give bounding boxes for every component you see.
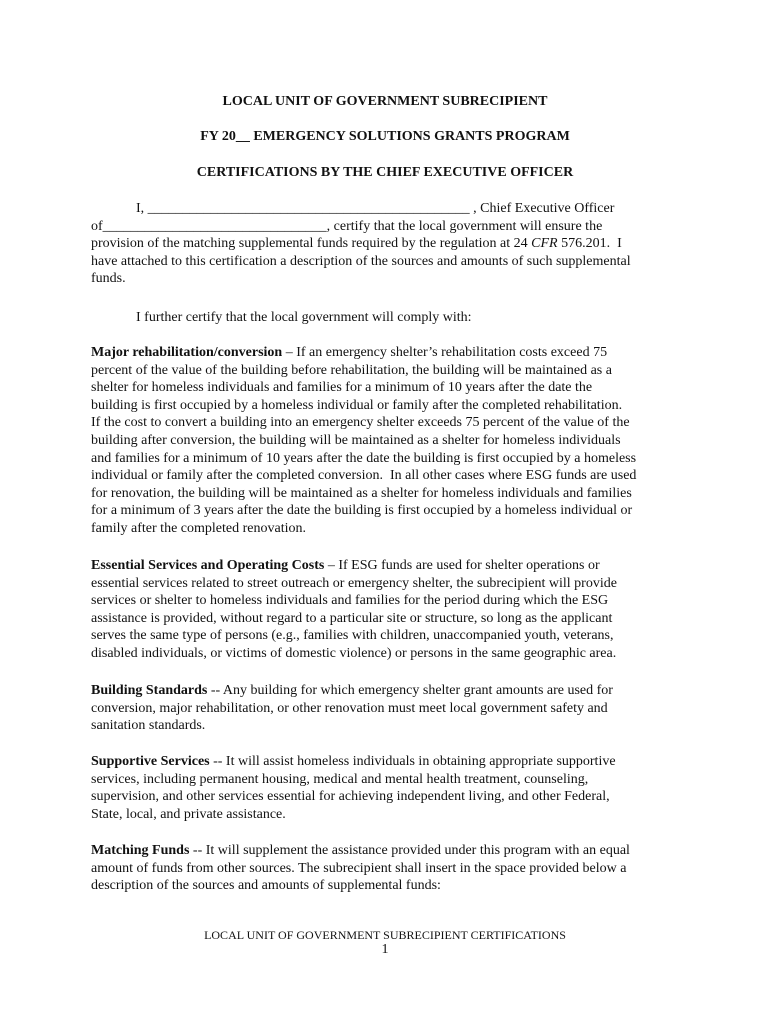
section-text: -- Any building for which emergency shelter grant amounts are used for <box>207 683 613 698</box>
section-line: shelter for homeless individuals and families for a minimum of 10 years after the date the <box>91 380 593 396</box>
title-program: FY 20__ EMERGENCY SOLUTIONS GRANTS PROGRAM <box>200 129 570 144</box>
section-line: services or shelter to homeless individuals and families for the period during which the ESG <box>91 593 609 609</box>
section-line <box>91 682 691 700</box>
intro-line: funds. <box>91 271 126 287</box>
matching-funds-section <box>91 842 691 895</box>
section-line: amount of funds from other sources. The subrecipient shall insert in the space provided below a <box>91 860 627 876</box>
section-text: – If ESG funds are used for shelter operations or <box>324 558 600 573</box>
section-line: disabled individuals, or victims of domestic violence) or persons in the same geographic area. <box>91 645 617 661</box>
title-certifications: CERTIFICATIONS BY THE CHIEF EXECUTIVE OFFICER <box>196 165 574 180</box>
cfr-italic: CFR <box>531 236 558 252</box>
section-line: percent of the value of the building before rehabilitation, the building will be maintained as a <box>91 362 612 378</box>
further-line: I further certify that the local government will comply with: <box>136 310 472 325</box>
major-rehabilitation-section <box>91 344 691 538</box>
building-standards-section <box>91 682 691 735</box>
intro-line: have attached to this certification a description of the sources and amounts of such supplemental <box>91 253 631 269</box>
further-certify <box>91 309 691 327</box>
section-line: assistance is provided, without regard to a particular site or structure, so long as the applicant <box>91 610 613 626</box>
section-line: State, local, and private assistance. <box>91 806 286 822</box>
intro-line <box>91 235 691 253</box>
section-heading: Essential Services and Operating Costs <box>91 558 325 573</box>
page-number: 1 <box>381 942 389 957</box>
section-line: If the cost to convert a building into an emergency shelter exceeds 75 percent of the value of the <box>91 415 630 431</box>
section-line: serves the same type of persons (e.g., families with children, unaccompanied youth, veterans, <box>91 628 614 644</box>
section-heading: Major rehabilitation/conversion <box>91 345 283 360</box>
section-line <box>91 557 691 575</box>
section-text: -- It will assist homeless individuals in obtaining appropriate supportive <box>209 754 616 769</box>
section-line: services, including permanent housing, medical and mental health treatment, counseling, <box>91 771 589 787</box>
section-heading: Supportive Services <box>91 754 210 769</box>
section-line: supervision, and other services essential for achieving independent living, and other Federal, <box>91 789 610 805</box>
section-line: sanitation standards. <box>91 718 206 734</box>
supportive-services-section <box>91 753 691 823</box>
intro-text: provision of the matching supplemental funds required by the regulation at 24 <box>91 236 532 252</box>
section-line: individual or family after the completed conversion. In all other cases where ESG funds are used <box>91 468 637 484</box>
page-footer: LOCAL UNIT OF GOVERNMENT SUBRECIPIENT CERTIFICATIONS <box>204 928 566 942</box>
intro-text: 576.201. I <box>557 236 622 252</box>
section-line <box>91 753 691 771</box>
section-line: building is first occupied by a homeless individual or family after the completed rehabilitation. <box>91 397 623 413</box>
section-heading: Matching Funds <box>91 843 190 858</box>
section-line: family after the completed renovation. <box>91 520 306 536</box>
section-line: description of the sources and amounts of supplemental funds: <box>91 878 441 894</box>
section-line: and families for a minimum of 10 years after the date the building is first occupied by a homeless <box>91 450 637 466</box>
intro-line: of________________________________, certify that the local government will ensure the <box>91 218 603 234</box>
intro-paragraph <box>91 200 691 288</box>
section-line <box>91 842 691 860</box>
section-line: for a minimum of 3 years after the date the building is first occupied by a homeless individual or <box>91 503 633 519</box>
section-text: – If an emergency shelter’s rehabilitation costs exceed 75 <box>282 345 608 360</box>
title-subrecipient: LOCAL UNIT OF GOVERNMENT SUBRECIPIENT <box>222 94 548 109</box>
section-line: building after conversion, the building will be maintained as a shelter for homeless individuals <box>91 432 621 448</box>
section-heading: Building Standards <box>91 683 208 698</box>
section-line: for renovation, the building will be maintained as a shelter for homeless individuals and families <box>91 485 632 501</box>
essential-services-section <box>91 557 691 663</box>
section-line <box>91 344 691 362</box>
section-line: essential services related to street outreach or emergency shelter, the subrecipient will provide <box>91 575 617 591</box>
intro-line: I, ______________________________________________ , Chief Executive Officer <box>136 201 615 216</box>
section-text: -- It will supplement the assistance provided under this program with an equal <box>189 843 630 858</box>
section-line: conversion, major rehabilitation, or other renovation must meet local government safety and <box>91 700 608 716</box>
